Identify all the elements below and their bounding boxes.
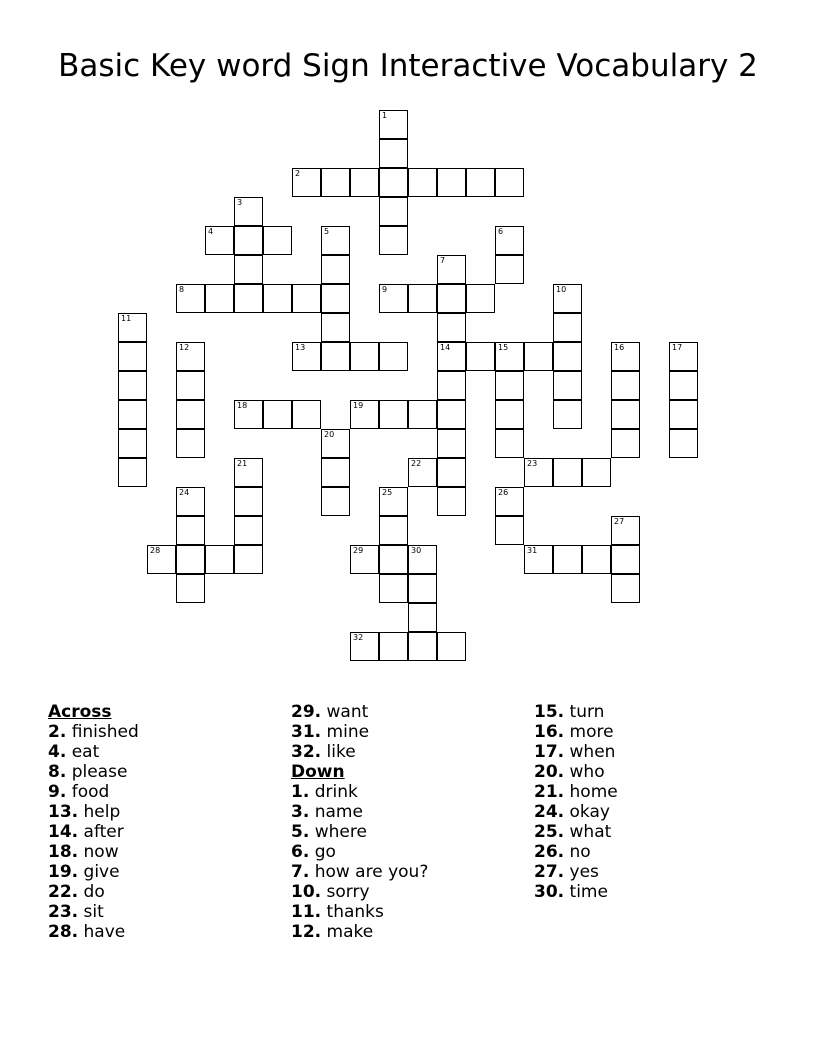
grid-cell[interactable] bbox=[379, 574, 408, 603]
clue-item-text: please bbox=[71, 762, 128, 782]
clue-item-number: 9. bbox=[48, 782, 67, 802]
clue-item bbox=[291, 782, 531, 802]
clue-item-text: sorry bbox=[326, 882, 370, 902]
clue-item-number: 18. bbox=[48, 842, 79, 862]
clue-number: 24 bbox=[179, 488, 190, 497]
clue-number: 26 bbox=[498, 488, 509, 497]
grid-cell[interactable] bbox=[205, 226, 234, 255]
grid-cell[interactable] bbox=[669, 429, 698, 458]
grid-cell[interactable] bbox=[350, 168, 379, 197]
grid-cell[interactable] bbox=[495, 487, 524, 516]
grid-cell[interactable] bbox=[553, 545, 582, 574]
clue-number: 7 bbox=[440, 256, 446, 265]
clue-number: 18 bbox=[237, 401, 248, 410]
grid-cell[interactable] bbox=[350, 342, 379, 371]
grid-cell[interactable] bbox=[524, 342, 553, 371]
clue-item bbox=[48, 722, 288, 742]
clue-item-number: 12. bbox=[291, 922, 322, 942]
clue-item-text: after bbox=[83, 822, 124, 842]
clue-number: 10 bbox=[556, 285, 567, 294]
clue-item-number: 17. bbox=[534, 742, 565, 762]
clue-item bbox=[534, 822, 774, 842]
grid-cell[interactable] bbox=[524, 545, 553, 574]
down-clue-list bbox=[291, 782, 531, 942]
clue-item-text: drink bbox=[314, 782, 358, 802]
clue-number: 9 bbox=[382, 285, 388, 294]
grid-cell[interactable] bbox=[321, 429, 350, 458]
grid-cell[interactable] bbox=[321, 313, 350, 342]
grid-cell[interactable] bbox=[553, 371, 582, 400]
grid-cell[interactable] bbox=[176, 516, 205, 545]
clue-item-text: finished bbox=[71, 722, 139, 742]
clue-number: 16 bbox=[614, 343, 625, 352]
clue-item bbox=[534, 762, 774, 782]
clue-item bbox=[48, 802, 288, 822]
clue-item bbox=[291, 882, 531, 902]
clue-item bbox=[291, 902, 531, 922]
clue-number: 21 bbox=[237, 459, 248, 468]
clue-item-number: 23. bbox=[48, 902, 79, 922]
grid-cell[interactable] bbox=[408, 574, 437, 603]
clue-item-number: 25. bbox=[534, 822, 565, 842]
grid-cell[interactable] bbox=[669, 400, 698, 429]
grid-cell[interactable] bbox=[553, 313, 582, 342]
clue-number: 1 bbox=[382, 111, 388, 120]
grid-cell[interactable] bbox=[234, 487, 263, 516]
grid-cell[interactable] bbox=[495, 371, 524, 400]
clue-item-number: 32. bbox=[291, 742, 322, 762]
grid-cell[interactable] bbox=[408, 545, 437, 574]
grid-cell[interactable] bbox=[234, 197, 263, 226]
clue-item-number: 4. bbox=[48, 742, 67, 762]
clue-number: 8 bbox=[179, 285, 185, 294]
grid-cell[interactable] bbox=[379, 516, 408, 545]
clue-number: 25 bbox=[382, 488, 393, 497]
clue-item bbox=[291, 822, 531, 842]
grid-cell[interactable] bbox=[118, 400, 147, 429]
clue-item bbox=[291, 702, 531, 722]
grid-cell[interactable] bbox=[118, 313, 147, 342]
clue-item-text: want bbox=[326, 702, 369, 722]
clue-item-number: 15. bbox=[534, 702, 565, 722]
clue-number: 12 bbox=[179, 343, 190, 352]
grid-cell[interactable] bbox=[611, 371, 640, 400]
clue-item-text: when bbox=[569, 742, 616, 762]
clue-number: 5 bbox=[324, 227, 330, 236]
grid-cell[interactable] bbox=[437, 284, 466, 313]
clue-item bbox=[48, 822, 288, 842]
clue-item-text: turn bbox=[569, 702, 605, 722]
clue-item-number: 19. bbox=[48, 862, 79, 882]
grid-cell[interactable] bbox=[669, 342, 698, 371]
grid-cell[interactable] bbox=[553, 342, 582, 371]
grid-cell[interactable] bbox=[176, 429, 205, 458]
grid-cell[interactable] bbox=[408, 603, 437, 632]
grid-cell[interactable] bbox=[553, 284, 582, 313]
grid-cell[interactable] bbox=[234, 545, 263, 574]
grid-cell[interactable] bbox=[611, 342, 640, 371]
clue-item-number: 29. bbox=[291, 702, 322, 722]
grid-cell[interactable] bbox=[379, 168, 408, 197]
grid-cell[interactable] bbox=[234, 226, 263, 255]
grid-cell[interactable] bbox=[176, 400, 205, 429]
grid-cell[interactable] bbox=[437, 400, 466, 429]
clue-item-number: 2. bbox=[48, 722, 67, 742]
grid-cell[interactable] bbox=[379, 139, 408, 168]
grid-cell[interactable] bbox=[379, 632, 408, 661]
down-heading: Down bbox=[291, 762, 345, 782]
grid-cell[interactable] bbox=[176, 371, 205, 400]
clue-item bbox=[534, 842, 774, 862]
grid-cell[interactable] bbox=[437, 313, 466, 342]
grid-cell[interactable] bbox=[495, 400, 524, 429]
clue-item bbox=[291, 862, 531, 882]
grid-cell[interactable] bbox=[495, 168, 524, 197]
clue-item bbox=[48, 742, 288, 762]
clue-item-number: 13. bbox=[48, 802, 79, 822]
grid-cell[interactable] bbox=[234, 255, 263, 284]
grid-cell[interactable] bbox=[379, 400, 408, 429]
page-title: Basic Key word Sign Interactive Vocabulary 2 bbox=[58, 48, 758, 84]
across-heading: Across bbox=[48, 702, 112, 722]
grid-cell[interactable] bbox=[118, 342, 147, 371]
grid-cell[interactable] bbox=[321, 255, 350, 284]
clue-number: 29 bbox=[353, 546, 364, 555]
clue-item-text: how are you? bbox=[314, 862, 429, 882]
clue-item-text: now bbox=[83, 842, 119, 862]
grid-cell[interactable] bbox=[205, 284, 234, 313]
grid-cell[interactable] bbox=[495, 255, 524, 284]
clue-item-text: more bbox=[569, 722, 614, 742]
grid-cell[interactable] bbox=[553, 458, 582, 487]
grid-cell[interactable] bbox=[263, 284, 292, 313]
grid-cell[interactable] bbox=[118, 371, 147, 400]
grid-cell[interactable] bbox=[466, 284, 495, 313]
grid-cell[interactable] bbox=[466, 342, 495, 371]
clue-item bbox=[534, 742, 774, 762]
clue-item bbox=[291, 802, 531, 822]
clue-item-number: 31. bbox=[291, 722, 322, 742]
clue-item bbox=[48, 842, 288, 862]
clue-number: 3 bbox=[237, 198, 243, 207]
grid-cell[interactable] bbox=[669, 371, 698, 400]
clue-number: 11 bbox=[121, 314, 132, 323]
grid-cell[interactable] bbox=[379, 487, 408, 516]
clue-item-number: 7. bbox=[291, 862, 310, 882]
down-clue-list-continued bbox=[534, 702, 774, 902]
grid-cell[interactable] bbox=[350, 400, 379, 429]
grid-cell[interactable] bbox=[263, 400, 292, 429]
clue-item-number: 11. bbox=[291, 902, 322, 922]
grid-cell[interactable] bbox=[437, 342, 466, 371]
clue-item bbox=[48, 862, 288, 882]
grid-cell[interactable] bbox=[495, 429, 524, 458]
clue-number: 17 bbox=[672, 343, 683, 352]
clue-item-number: 8. bbox=[48, 762, 67, 782]
grid-cell[interactable] bbox=[437, 458, 466, 487]
grid-cell[interactable] bbox=[321, 487, 350, 516]
clue-item bbox=[534, 882, 774, 902]
grid-cell[interactable] bbox=[263, 226, 292, 255]
clue-item-text: food bbox=[71, 782, 110, 802]
clue-item bbox=[48, 762, 288, 782]
clue-column-1 bbox=[48, 702, 288, 942]
clue-item bbox=[48, 922, 288, 942]
grid-cell[interactable] bbox=[118, 429, 147, 458]
clue-number: 15 bbox=[498, 343, 509, 352]
grid-cell[interactable] bbox=[611, 545, 640, 574]
grid-cell[interactable] bbox=[379, 545, 408, 574]
clue-item-text: who bbox=[569, 762, 605, 782]
grid-cell[interactable] bbox=[234, 516, 263, 545]
grid-cell[interactable] bbox=[408, 458, 437, 487]
grid-cell[interactable] bbox=[321, 458, 350, 487]
clue-item-number: 6. bbox=[291, 842, 310, 862]
clue-item-text: do bbox=[83, 882, 105, 902]
clue-number: 32 bbox=[353, 633, 364, 642]
grid-cell[interactable] bbox=[176, 342, 205, 371]
grid-cell[interactable] bbox=[321, 284, 350, 313]
grid-cell[interactable] bbox=[205, 545, 234, 574]
clue-item-text: home bbox=[569, 782, 618, 802]
clue-item-text: name bbox=[314, 802, 363, 822]
clue-item bbox=[534, 862, 774, 882]
across-clue-list-continued bbox=[291, 702, 531, 762]
grid-cell[interactable] bbox=[408, 400, 437, 429]
grid-cell[interactable] bbox=[379, 197, 408, 226]
clue-number: 30 bbox=[411, 546, 422, 555]
clue-item bbox=[48, 782, 288, 802]
clue-number: 28 bbox=[150, 546, 161, 555]
clue-number: 22 bbox=[411, 459, 422, 468]
clue-item-text: make bbox=[326, 922, 374, 942]
clue-item bbox=[291, 842, 531, 862]
grid-cell[interactable] bbox=[379, 342, 408, 371]
clue-item-text: mine bbox=[326, 722, 370, 742]
grid-cell[interactable] bbox=[379, 226, 408, 255]
clue-number: 4 bbox=[208, 227, 214, 236]
clue-item-text: no bbox=[569, 842, 591, 862]
clue-item-number: 16. bbox=[534, 722, 565, 742]
grid-cell[interactable] bbox=[408, 284, 437, 313]
clue-item-text: sit bbox=[83, 902, 104, 922]
grid-cell[interactable] bbox=[350, 632, 379, 661]
clue-item-number: 1. bbox=[291, 782, 310, 802]
grid-cell[interactable] bbox=[292, 284, 321, 313]
clue-item bbox=[534, 702, 774, 722]
clue-number: 27 bbox=[614, 517, 625, 526]
clue-item-number: 22. bbox=[48, 882, 79, 902]
clue-number: 31 bbox=[527, 546, 538, 555]
clue-item-number: 5. bbox=[291, 822, 310, 842]
grid-cell[interactable] bbox=[437, 371, 466, 400]
clue-item-number: 28. bbox=[48, 922, 79, 942]
grid-cell[interactable] bbox=[582, 458, 611, 487]
grid-cell[interactable] bbox=[495, 226, 524, 255]
clue-item bbox=[291, 722, 531, 742]
grid-cell[interactable] bbox=[466, 168, 495, 197]
grid-cell[interactable] bbox=[524, 458, 553, 487]
grid-cell[interactable] bbox=[408, 632, 437, 661]
grid-cell[interactable] bbox=[437, 632, 466, 661]
clue-item-text: where bbox=[314, 822, 367, 842]
clue-item-text: time bbox=[569, 882, 608, 902]
grid-cell[interactable] bbox=[321, 342, 350, 371]
clue-item-text: give bbox=[83, 862, 120, 882]
grid-cell[interactable] bbox=[437, 487, 466, 516]
clue-item bbox=[48, 882, 288, 902]
clue-item-text: thanks bbox=[326, 902, 384, 922]
grid-cell[interactable] bbox=[321, 168, 350, 197]
clue-item-number: 24. bbox=[534, 802, 565, 822]
grid-cell[interactable] bbox=[292, 168, 321, 197]
grid-cell[interactable] bbox=[292, 400, 321, 429]
clue-item-number: 21. bbox=[534, 782, 565, 802]
clue-item-text: go bbox=[314, 842, 336, 862]
clue-item-text: yes bbox=[569, 862, 599, 882]
grid-cell[interactable] bbox=[118, 458, 147, 487]
grid-cell[interactable] bbox=[611, 516, 640, 545]
grid-cell[interactable] bbox=[495, 342, 524, 371]
clue-item-number: 10. bbox=[291, 882, 322, 902]
clue-item-text: eat bbox=[71, 742, 100, 762]
clue-item-number: 30. bbox=[534, 882, 565, 902]
grid-cell[interactable] bbox=[176, 545, 205, 574]
grid-cell[interactable] bbox=[611, 429, 640, 458]
grid-cell[interactable] bbox=[495, 516, 524, 545]
grid-cell[interactable] bbox=[437, 255, 466, 284]
grid-cell[interactable] bbox=[553, 400, 582, 429]
clue-number: 6 bbox=[498, 227, 504, 236]
grid-cell[interactable] bbox=[147, 545, 176, 574]
grid-cell[interactable] bbox=[234, 284, 263, 313]
grid-cell[interactable] bbox=[437, 168, 466, 197]
grid-cell[interactable] bbox=[611, 574, 640, 603]
clue-item-text: okay bbox=[569, 802, 610, 822]
clue-column-3 bbox=[534, 702, 774, 902]
clue-item-number: 26. bbox=[534, 842, 565, 862]
clue-number: 2 bbox=[295, 169, 301, 178]
across-clue-list bbox=[48, 722, 288, 942]
grid-cell[interactable] bbox=[379, 284, 408, 313]
grid-cell[interactable] bbox=[176, 574, 205, 603]
clue-item-text: help bbox=[83, 802, 121, 822]
clue-item bbox=[534, 802, 774, 822]
clue-item-number: 14. bbox=[48, 822, 79, 842]
clue-item-text: have bbox=[83, 922, 126, 942]
clue-item-text: like bbox=[326, 742, 356, 762]
clue-item bbox=[534, 722, 774, 742]
grid-cell[interactable] bbox=[379, 110, 408, 139]
grid-cell[interactable] bbox=[176, 284, 205, 313]
grid-cell[interactable] bbox=[408, 168, 437, 197]
grid-cell[interactable] bbox=[234, 400, 263, 429]
clue-item bbox=[534, 782, 774, 802]
clue-item-text: what bbox=[569, 822, 612, 842]
clue-number: 19 bbox=[353, 401, 364, 410]
grid-cell[interactable] bbox=[234, 458, 263, 487]
clue-number: 20 bbox=[324, 430, 335, 439]
clue-item bbox=[48, 902, 288, 922]
clue-item bbox=[291, 742, 531, 762]
grid-cell[interactable] bbox=[350, 545, 379, 574]
grid-cell[interactable] bbox=[611, 400, 640, 429]
grid-cell[interactable] bbox=[321, 226, 350, 255]
grid-cell[interactable] bbox=[176, 487, 205, 516]
clue-item-number: 20. bbox=[534, 762, 565, 782]
clue-item-number: 3. bbox=[291, 802, 310, 822]
grid-cell[interactable] bbox=[437, 429, 466, 458]
clue-number: 23 bbox=[527, 459, 538, 468]
clue-number: 13 bbox=[295, 343, 306, 352]
clue-number: 14 bbox=[440, 343, 451, 352]
grid-cell[interactable] bbox=[582, 545, 611, 574]
clue-item bbox=[291, 922, 531, 942]
clue-column-2 bbox=[291, 702, 531, 942]
grid-cell[interactable] bbox=[292, 342, 321, 371]
clue-item-number: 27. bbox=[534, 862, 565, 882]
